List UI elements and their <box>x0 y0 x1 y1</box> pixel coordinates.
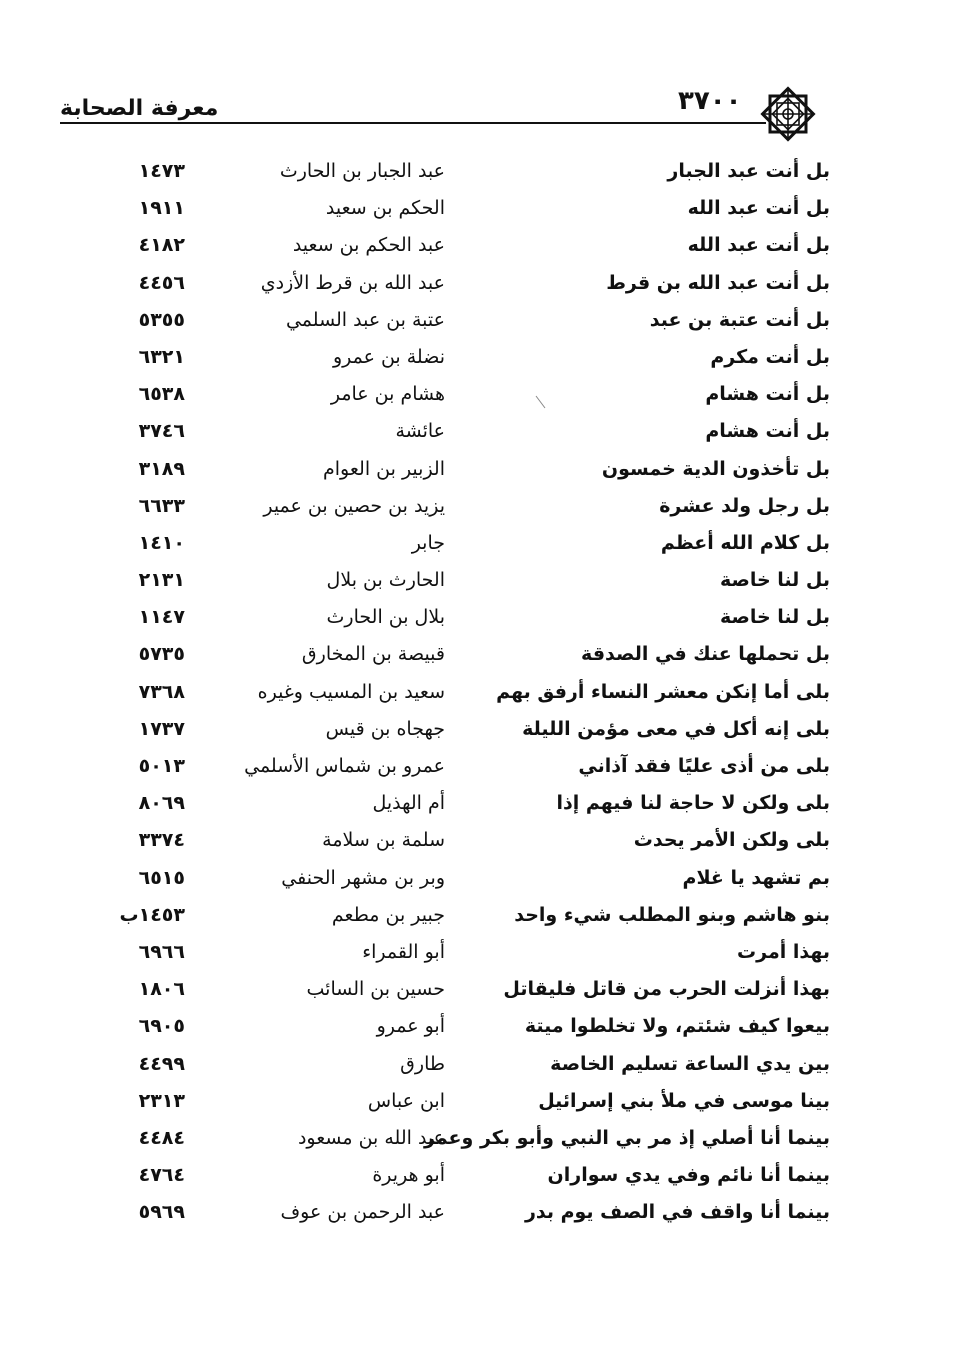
index-entry-row <box>90 641 830 678</box>
narrator-name: عبد الحكم بن سعيد <box>292 234 445 257</box>
index-entry-row <box>90 790 830 827</box>
hadith-phrase: بينما أنا واقف في الصف يوم بدر <box>524 1201 830 1224</box>
hadith-phrase: بين يدي الساعة تسليم الخاصة <box>550 1052 830 1075</box>
index-entry-row <box>90 418 830 455</box>
hadith-number: ١١٤٧ <box>138 606 185 629</box>
narrator-name: عتبة بن عبد السلمي <box>285 308 445 331</box>
narrator-name: الحكم بن سعيد <box>325 197 445 220</box>
index-entry-row <box>90 232 830 269</box>
hadith-phrase: بيعوا كيف شئتم، ولا تخلطوا ميتة <box>524 1015 830 1038</box>
hadith-number: ٥٠١٣ <box>138 755 185 777</box>
hadith-number: ٦٩٦٦ <box>138 940 185 963</box>
hadith-phrase: بينما أنا أصلي إذ مر بي النبي وأبو بكر وعمر <box>424 1126 830 1149</box>
narrator-name: هشام بن عامر <box>330 383 445 406</box>
hadith-number: ١٨٠٦ <box>138 978 185 1001</box>
index-entry-row <box>90 493 830 530</box>
narrator-name: عائشة <box>395 420 445 443</box>
hadith-number: ٥٩٦٩ <box>138 1201 185 1224</box>
hadith-number: ٣١٨٩ <box>138 457 185 480</box>
page-number: ٣٧٠٠ <box>678 86 742 116</box>
hadith-phrase: بل رجل ولد عشرة <box>659 494 830 517</box>
index-entry-row <box>90 456 830 493</box>
narrator-name: وبر بن مشهر الحنفي <box>281 866 445 889</box>
hadith-number: ١٤٥٣ب <box>119 903 185 926</box>
hadith-phrase: بل لنا خاصة <box>719 606 830 629</box>
book-title: معرفة الصحابة <box>60 96 219 121</box>
hadith-number: ٤٤٩٩ <box>138 1052 185 1075</box>
index-entry-row <box>90 1162 830 1199</box>
index-entry-row <box>90 1088 830 1125</box>
hadith-number: ٦٣٢١ <box>138 345 185 368</box>
narrator-name: طارق <box>400 1052 445 1075</box>
index-entry-row <box>90 195 830 232</box>
narrator-name: الحارث بن بلال <box>326 569 445 592</box>
index-entry-row <box>90 679 830 716</box>
hadith-phrase: بلى ولكن الأمر يحدث <box>633 829 830 852</box>
narrator-name: جابر <box>411 531 445 554</box>
hadith-phrase: بل أنت عبد الله <box>687 197 830 220</box>
narrator-name: عبد الجبار بن الحارث <box>279 160 445 182</box>
index-entry-row <box>90 1051 830 1088</box>
hadith-number: ٨٠٦٩ <box>138 792 185 815</box>
narrator-name: جبير بن مطعم <box>331 903 445 926</box>
hadith-phrase: بم تشهد يا غلام <box>682 866 830 889</box>
index-entry-row <box>90 1125 830 1162</box>
page-header <box>60 80 835 140</box>
index-entry-row <box>90 158 830 195</box>
hadith-phrase: بل لنا خاصة <box>719 569 830 592</box>
hadith-number: ٢٣١٣ <box>138 1089 185 1112</box>
narrator-name: سلمة بن سلامة <box>322 829 445 852</box>
hadith-number: ٣٧٤٦ <box>138 420 185 443</box>
narrator-name: أبو القمراء <box>362 940 445 963</box>
hadith-phrase: بل أنت عبد الله <box>687 234 830 257</box>
hadith-phrase: بل أنت عبد الله بن قرط <box>606 271 830 294</box>
narrator-name: عبد الله بن قرط الأزدي <box>260 271 445 294</box>
narrator-name: عمرو بن شماس الأسلمي <box>244 755 445 777</box>
narrator-name: الزبير بن العوام <box>323 457 445 480</box>
hadith-phrase: بلى إنه أكل في معى مؤمن الليلة <box>522 717 830 740</box>
narrator-name: أبو هريرة <box>372 1164 445 1187</box>
index-entry-row <box>90 753 830 790</box>
hadith-phrase: بلى ولكن لا حاجة لنا فيهم إذا <box>556 792 830 815</box>
hadith-number: ٦٩٠٥ <box>138 1015 185 1038</box>
stray-ink-mark <box>535 395 547 409</box>
hadith-phrase: بل تأخذون الدية خمسون <box>601 457 830 480</box>
hadith-number: ٥٧٣٥ <box>138 643 185 666</box>
narrator-name: سعيد بن المسيب وغيره <box>257 680 445 703</box>
index-entry-row <box>90 1199 830 1236</box>
hadith-number: ٣٣٧٤ <box>138 829 185 852</box>
header-rule <box>60 122 766 124</box>
index-entry-row <box>90 381 830 418</box>
hadith-phrase: بل أنت عبد الجبار <box>667 160 830 182</box>
hadith-phrase: بل أنت مكرم <box>710 345 830 368</box>
hadith-number: ٥٣٥٥ <box>138 308 185 331</box>
narrator-name: حسين بن السائب <box>306 978 445 1001</box>
octagonal-star-ornament-icon <box>760 86 816 142</box>
index-entry-row <box>90 307 830 344</box>
index-entry-row <box>90 939 830 976</box>
hadith-number: ١٧٣٧ <box>138 717 185 740</box>
hadith-number: ١٤٧٣ <box>138 160 185 182</box>
narrator-name: عبد الرحمن بن عوف <box>280 1201 445 1224</box>
narrator-name: ابن عباس <box>367 1089 445 1112</box>
narrator-name: قبيصة بن المخارق <box>301 643 445 666</box>
hadith-phrase: بل كلام الله أعظم <box>660 531 830 554</box>
hadith-phrase: بنو هاشم وبنو المطلب شيء واحد <box>514 903 830 926</box>
index-entry-row <box>90 902 830 939</box>
narrator-name: أبو عمرو <box>376 1015 445 1038</box>
narrator-name: جهجاه بن قيس <box>325 717 445 740</box>
index-entry-row <box>90 270 830 307</box>
index-entry-row <box>90 567 830 604</box>
hadith-phrase: بل أنت هشام <box>705 383 830 406</box>
index-entry-row <box>90 1013 830 1050</box>
hadith-phrase: بلى أما إنكن معشر النساء أرفق بهم <box>496 680 830 703</box>
hadith-phrase: بهذا أمرت <box>737 940 830 963</box>
hadith-number: ٦٦٣٣ <box>138 494 185 517</box>
index-entry-row <box>90 865 830 902</box>
index-entries <box>90 158 830 1236</box>
hadith-phrase: بينما أنا نائم وفي يدي سواران <box>547 1164 830 1187</box>
narrator-name: بلال بن الحارث <box>326 606 445 629</box>
hadith-phrase: بلى من أذى عليًا فقد آذاني <box>578 755 830 777</box>
narrator-name: عبد الله بن مسعود <box>297 1126 445 1149</box>
hadith-number: ٦٥١٥ <box>138 866 185 889</box>
index-entry-row <box>90 716 830 753</box>
hadith-phrase: بل أنت عتبة بن عبد <box>649 308 830 331</box>
index-entry-row <box>90 344 830 381</box>
hadith-number: ١٤١٠ <box>138 531 185 554</box>
hadith-number: ١٩١١ <box>138 197 185 220</box>
hadith-number: ٤٤٥٦ <box>138 271 185 294</box>
narrator-name: أم الهذيل <box>372 792 445 815</box>
hadith-number: ٢١٣١ <box>138 569 185 592</box>
narrator-name: نضلة بن عمرو <box>332 345 445 368</box>
index-entry-row <box>90 530 830 567</box>
narrator-name: يزيد بن حصين بن عمير <box>263 494 445 517</box>
index-entry-row <box>90 827 830 864</box>
hadith-number: ٦٥٣٨ <box>138 383 185 406</box>
hadith-phrase: بل تحملها عنك في الصدقة <box>581 643 830 666</box>
index-entry-row <box>90 604 830 641</box>
hadith-number: ٤٤٨٤ <box>138 1126 185 1149</box>
hadith-phrase: بهذا أنزلت الحرب من قاتل فليقاتل <box>503 978 830 1001</box>
hadith-number: ٤٧٦٤ <box>138 1164 185 1187</box>
hadith-number: ٧٣٦٨ <box>138 680 185 703</box>
hadith-phrase: بينا موسى في ملأ بني إسرائيل <box>538 1089 830 1112</box>
index-entry-row <box>90 976 830 1013</box>
hadith-phrase: بل أنت هشام <box>705 420 830 443</box>
hadith-number: ٤١٨٢ <box>138 234 185 257</box>
